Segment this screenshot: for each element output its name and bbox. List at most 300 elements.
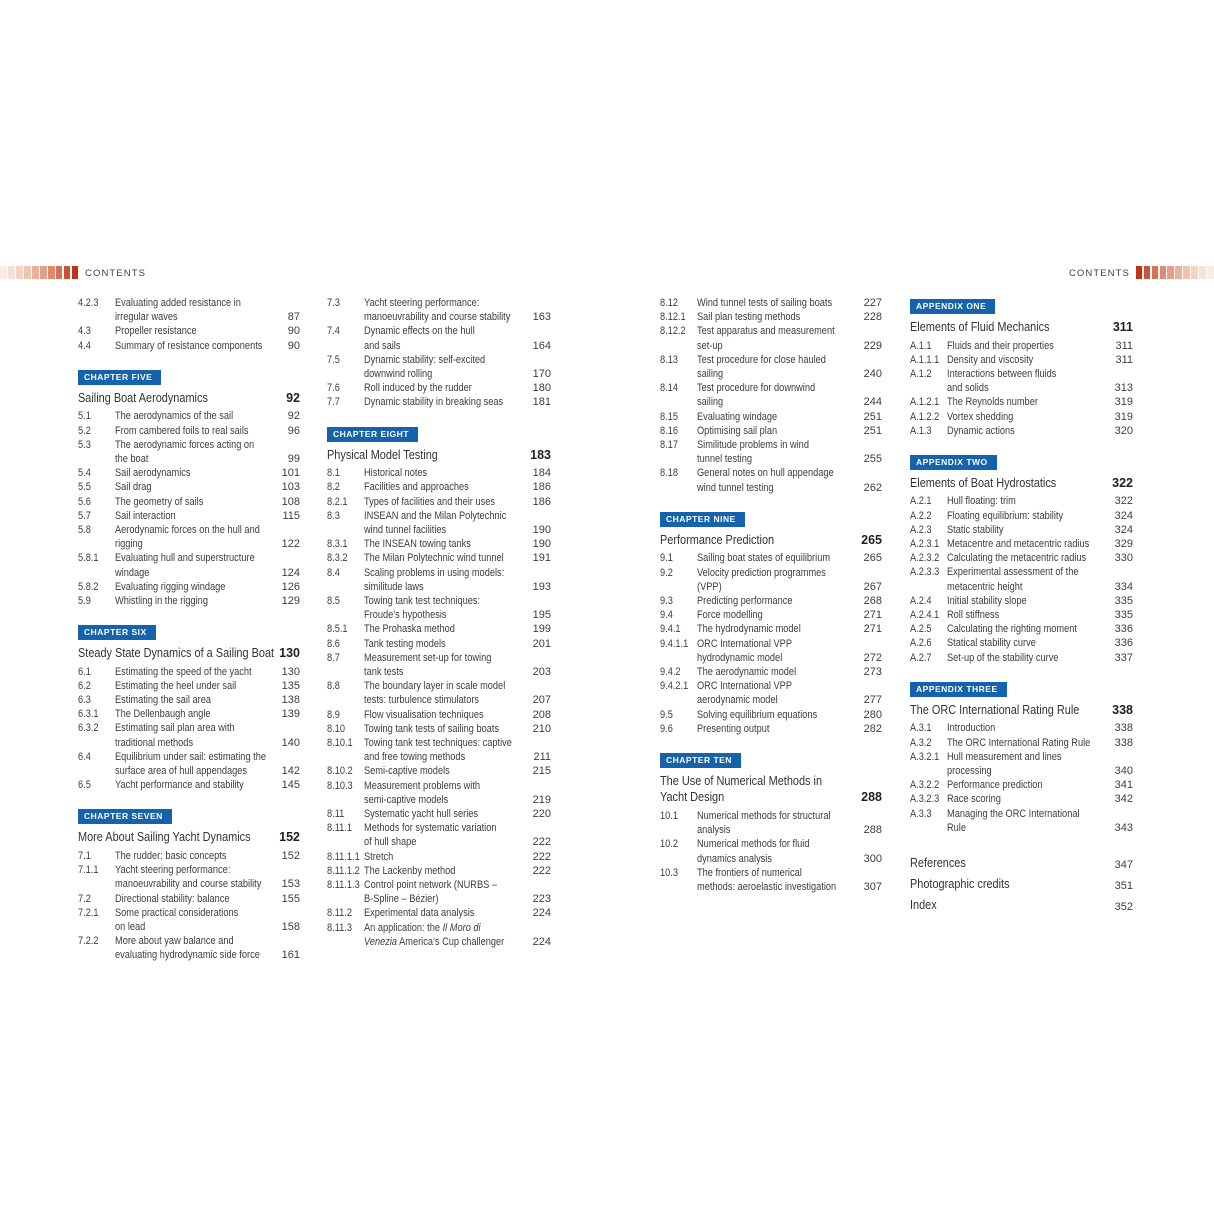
entry-text-line [364,395,529,409]
entry-text-line [115,934,278,948]
entry-text-line [364,381,529,395]
entry-text-content: semi-captive models [364,793,449,806]
entry-text-content: Set-up of the stability curve [947,651,1059,664]
entry-number-text: 7.6 [327,382,340,395]
chapter-badge: APPENDIX THREE [910,682,1007,697]
entry-text-content: Sailing boat states of equilibrium [697,552,831,565]
entry-text-content: More about yaw balance and [115,935,234,948]
entry-text-content: Optimising sail plan [697,424,778,437]
entry-number-text: 10.2 [660,838,678,851]
entry-number-text: 9.3 [660,594,673,607]
entry-text-content: Aerodynamic forces on the hull and [115,523,260,536]
entry-text-content: Experimental data analysis [364,907,475,920]
toc-entry [910,537,1133,551]
toc-entry [910,807,1133,835]
entry-page-number: 124 [281,566,300,579]
entry-number-text: 8.3.2 [327,552,348,565]
entry-number [78,707,115,721]
entry-number-text: A.2.6 [910,637,932,650]
toc-entry [660,708,882,722]
gradient-square [40,266,47,279]
entry-page-number: 222 [532,850,551,863]
entry-text-line [364,679,529,693]
entry-text [364,821,529,849]
entry-group [660,551,882,736]
entry-page-number: 319 [1114,396,1133,409]
toc-entry [910,721,1133,735]
entry-text-content: Some practical considerations [115,906,239,919]
entry-number [660,424,697,438]
entry-group [910,339,1133,438]
entry-page-number: 244 [863,396,882,409]
entry-number-text: A.2.3.2 [910,552,940,565]
gradient-square [56,266,63,279]
entry-number [660,324,697,352]
entry-number [660,679,697,707]
entry-page-number: 201 [532,637,551,650]
entry-number-text: A.2.3 [910,523,932,536]
entry-text-line [364,353,529,367]
entry-text [364,296,529,324]
chapter-title-text: Performance Prediction [660,531,775,547]
entry-text-line [364,594,529,608]
entry-text-content: windage [115,566,150,579]
entry-text [364,353,529,381]
entry-page-number: 145 [281,779,300,792]
entry-number [78,594,115,608]
entry-text-content: Numerical methods for structural [697,809,831,822]
toc-entry [327,353,551,381]
entry-text-line [947,494,1111,508]
toc-entry [78,778,300,792]
entry-text [364,651,529,679]
chapter-badge: CHAPTER SIX [78,625,156,640]
entry-page-number: 220 [532,808,551,820]
entry-text [947,636,1111,650]
entry-text-content: wind tunnel facilities [364,523,447,536]
toc-entry [910,339,1133,353]
entry-text [115,296,284,324]
entry-text-content: similitude laws [364,580,424,593]
entry-text-content: The ORC International Rating Rule [947,736,1091,749]
toc-entry [327,807,551,821]
entry-number [910,636,947,650]
toc-entry [910,410,1133,424]
toc-entry [78,409,300,423]
entry-text-line [115,764,278,778]
entry-text [697,665,860,679]
entry-page-number: 186 [532,495,551,508]
entry-number [910,565,947,593]
entry-number-text: 8.13 [660,353,678,366]
entry-page-number: 342 [1114,793,1133,806]
entry-text-line [697,339,860,353]
toc-entry [78,934,300,962]
entry-group [327,296,551,410]
entry-text-content: set-up [697,339,723,352]
chapter-page-number: 265 [861,532,882,547]
chapter-title-row [660,773,882,806]
toc-entry [910,424,1133,438]
entry-text [947,424,1111,438]
entry-number-text: 8.15 [660,410,678,423]
entry-number [910,523,947,537]
entry-page-number: 335 [1114,609,1133,622]
entry-number [327,779,364,807]
entry-number [78,863,115,891]
entry-text [364,878,529,906]
entry-text [364,495,529,509]
entry-text [697,809,860,837]
chapter-page-number: 338 [1112,702,1133,717]
entry-text-line [947,778,1111,792]
entry-text-line [115,594,278,608]
entry-text-line [115,537,278,551]
chapter-page-number: 183 [530,447,551,462]
entry-number [78,934,115,962]
entry-text-line [947,636,1111,650]
entry-text [364,566,529,594]
entry-text-line [697,438,860,452]
toc-entry [327,622,551,636]
toc-entry [78,906,300,934]
entry-number-text: A.3.3 [910,807,932,820]
toc-entry [910,523,1133,537]
toc-entry [78,551,300,579]
entry-number-text: 6.1 [78,665,91,678]
entry-number-text: 8.9 [327,708,340,721]
entry-page-number: 228 [863,311,882,324]
entry-page-number: 139 [281,708,300,721]
toc-entry [327,651,551,679]
entry-number [78,424,115,438]
entry-text-content: B-Spline – Bézier) [364,893,439,906]
entry-text-line [364,367,529,381]
entry-text-content: hydrodynamic model [697,651,783,664]
entry-text-content: Interactions between fluids [947,367,1057,380]
chapter-page-number: 92 [286,390,300,405]
entry-text-line [697,866,860,880]
entry-text-line [947,721,1111,735]
toc-entry [910,494,1133,508]
entry-number [327,708,364,722]
entry-text-line [115,948,278,962]
entry-text-content: dynamics analysis [697,852,772,865]
entry-page-number: 92 [287,410,300,423]
entry-text-line [364,821,529,835]
entry-text-content: (VPP) [697,580,722,593]
entry-text-content: The Milan Polytechnic wind tunnel [364,552,504,565]
entry-text-content: Force modelling [697,609,763,622]
entry-number-text: 9.4 [660,609,673,622]
entry-text-line [947,764,1111,778]
entry-number [327,566,364,594]
entry-text [697,324,860,352]
entry-text-content: The INSEAN towing tanks [364,538,471,551]
entry-text-line [115,296,284,310]
entry-page-number: 324 [1114,523,1133,536]
entry-number [327,878,364,906]
entry-page-number: 340 [1114,764,1133,777]
chapter-title-text: Yacht Design [660,789,725,805]
entry-number-text: 7.2.2 [78,935,99,948]
entry-page-number: 181 [532,396,551,409]
entry-page-number: 87 [287,311,300,324]
entry-text [364,551,529,565]
entry-number-text: 9.4.2 [660,665,681,678]
entry-number [910,750,947,778]
entry-text-line [697,481,860,495]
entry-number [660,809,697,837]
gradient-square [1152,266,1159,279]
entry-number [910,721,947,735]
entry-number-text: 7.1.1 [78,864,99,877]
entry-number-text: A.2.2 [910,509,932,522]
toc-entry [660,665,882,679]
toc-entry [78,523,300,551]
entry-number [910,509,947,523]
gradient-square [1167,266,1174,279]
toc-column-3 [660,296,882,894]
toc-entry [660,424,882,438]
entry-text-line [697,722,860,736]
chapter-title-line [660,532,857,549]
toc-entry [660,296,882,310]
entry-number-text: 6.3.1 [78,708,99,721]
entry-number-text: 8.8 [327,680,340,693]
entry-text [364,637,529,651]
entry-text-line [697,837,860,851]
toc-entry [78,849,300,863]
entry-text-line [947,608,1111,622]
entry-page-number: 329 [1114,538,1133,551]
entry-text-content: General notes on hull appendage [697,467,834,480]
entry-number [660,722,697,736]
entry-text [364,381,529,395]
entry-number-text: 7.3 [327,297,340,309]
entry-number [327,551,364,565]
entry-text-line [697,809,860,823]
entry-text-line [947,537,1111,551]
gradient-square [1191,266,1198,279]
entry-text-line [115,707,278,721]
entry-page-number: 334 [1114,580,1133,593]
entry-number [78,665,115,679]
entry-text [364,764,529,778]
entry-text [697,438,860,466]
entry-page-number: 255 [863,453,882,466]
entry-text-content: Solving equilibrium equations [697,708,818,721]
entry-text [115,849,278,863]
entry-page-number: 251 [863,410,882,423]
chapter-title-text: Physical Model Testing [327,446,438,462]
entry-text-content: The frontiers of numerical [697,866,802,879]
chapter-title [660,532,857,549]
entry-number-text: 4.3 [78,325,91,338]
entry-text-line [697,580,860,594]
entry-text-line [115,551,278,565]
entry-text-line [115,509,278,523]
entry-number-text: 7.5 [327,353,340,366]
toc-entry [327,509,551,537]
backmatter-title-text: References [910,854,966,870]
entry-page-number: 224 [532,907,551,920]
entry-number-text: 5.2 [78,424,91,437]
entry-number [78,849,115,863]
entry-text [947,608,1111,622]
entry-text-line [947,622,1111,636]
entry-text-line [364,637,529,651]
entry-number-text: 5.1 [78,410,91,423]
entry-page-number: 207 [532,694,551,707]
entry-page-number: 313 [1114,382,1133,395]
entry-page-number: 155 [281,892,300,905]
entry-page-number: 267 [863,580,882,593]
entry-text-line [364,864,529,878]
backmatter-title [910,897,1111,914]
entry-number [660,708,697,722]
entry-text-line [697,637,860,651]
entry-number [327,594,364,622]
entry-text-content: From cambered foils to real sails [115,424,249,437]
chapter-title-line [78,645,275,662]
entry-text [364,921,529,949]
entry-number [78,721,115,749]
entry-page-number: 96 [287,424,300,437]
entry-text-content: Hull floating: trim [947,495,1016,508]
toc-entry [327,850,551,864]
entry-text [364,679,529,707]
entry-page-number: 337 [1114,651,1133,664]
entry-text-content: The aerodynamics of the sail [115,410,234,423]
entry-text-content: Performance prediction [947,779,1043,792]
entry-text [115,466,278,480]
entry-number-text: 8.11.1.2 [327,864,360,877]
entry-text-content: Experimental assessment of the [947,566,1079,579]
entry-page-number: 90 [287,339,300,352]
entry-text-line [364,736,529,750]
entry-text [115,480,278,494]
entry-text [697,466,860,494]
entry-text-content: An application: the Il Moro di [364,921,481,934]
backmatter-title [910,876,1111,893]
entry-text-content: Propeller resistance [115,325,197,338]
entry-text-line [364,750,529,764]
chapter-page-number: 311 [1112,320,1133,334]
entry-text-line [697,708,860,722]
entry-number [327,637,364,651]
entry-number [910,367,947,395]
entry-text-line [364,935,529,949]
entry-text-line [947,736,1111,750]
red-gradient-strip-left [0,266,78,279]
entry-text [947,339,1111,353]
chapter-title-line [327,447,526,464]
entry-text [364,324,529,352]
entry-text-line [697,665,860,679]
entry-text [364,509,529,537]
entry-number-text: 8.10.3 [327,779,353,792]
entry-text-content: Measurement set-up for towing [364,651,492,664]
entry-text [697,608,860,622]
entry-text-content: wind tunnel testing [697,481,774,494]
toc-entry [78,892,300,906]
entry-number [78,551,115,579]
entry-number-text: 7.2 [78,892,91,905]
entry-text-line [364,693,529,707]
entry-text-content: Presenting output [697,722,770,735]
entry-text-line [115,424,284,438]
entry-number [78,580,115,594]
entry-number [910,792,947,806]
entry-text [947,353,1111,367]
entry-number [910,537,947,551]
entry-text [364,480,529,494]
toc-entry [327,722,551,736]
entry-text-content: irregular waves [115,311,178,324]
entry-page-number: 180 [532,382,551,395]
entry-text-content: analysis [697,824,731,837]
chapter-title-row [327,447,551,464]
entry-text-content: Numerical methods for fluid [697,838,810,851]
entry-text-content: of hull shape [364,836,417,849]
entry-text-content: Tank testing models [364,637,446,650]
entry-text-content: INSEAN and the Milan Polytechnic [364,509,507,522]
entry-text-line [364,622,529,636]
entry-page-number: 103 [281,481,300,494]
entry-number-text: 9.4.2.1 [660,680,689,693]
entry-text-line [364,466,529,480]
entry-group [78,665,300,793]
entry-text-content: Velocity prediction programmes [697,566,826,579]
entry-number [78,693,115,707]
entry-number [327,864,364,878]
chapter-title-row [910,702,1133,719]
entry-text [115,495,278,509]
toc-entry [78,580,300,594]
toc-entry [660,353,882,381]
chapter-title-row [78,829,300,846]
chapter-title-line [78,829,275,846]
entry-page-number: 210 [532,722,551,735]
entry-number-text: 5.7 [78,509,91,522]
entry-page-number: 336 [1114,623,1133,636]
toc-entry [910,622,1133,636]
entry-page-number: 126 [281,580,300,593]
entry-text [364,722,529,736]
toc-entry [327,764,551,778]
entry-text-content: evaluating hydrodynamic side force [115,949,260,962]
entry-text-line [697,594,860,608]
entry-text-content: Sail plan testing methods [697,311,801,324]
entry-number-text: 8.5 [327,594,340,607]
entry-number [78,466,115,480]
entry-number [910,651,947,665]
entry-text-content: Test procedure for downwind [697,382,816,395]
entry-number-text: 8.16 [660,424,678,437]
entry-text-line [364,708,529,722]
entry-text-line [364,495,529,509]
toc-entry [910,509,1133,523]
entry-number [910,807,947,835]
entry-page-number: 222 [532,864,551,877]
toc-entry [910,551,1133,565]
entry-text-content: Dynamic stability in breaking seas [364,396,504,409]
toc-entry [660,551,882,565]
chapter-title-text: Elements of Fluid Mechanics [910,319,1050,334]
toc-entry [78,863,300,891]
entry-number-text: A.2.4 [910,594,932,607]
